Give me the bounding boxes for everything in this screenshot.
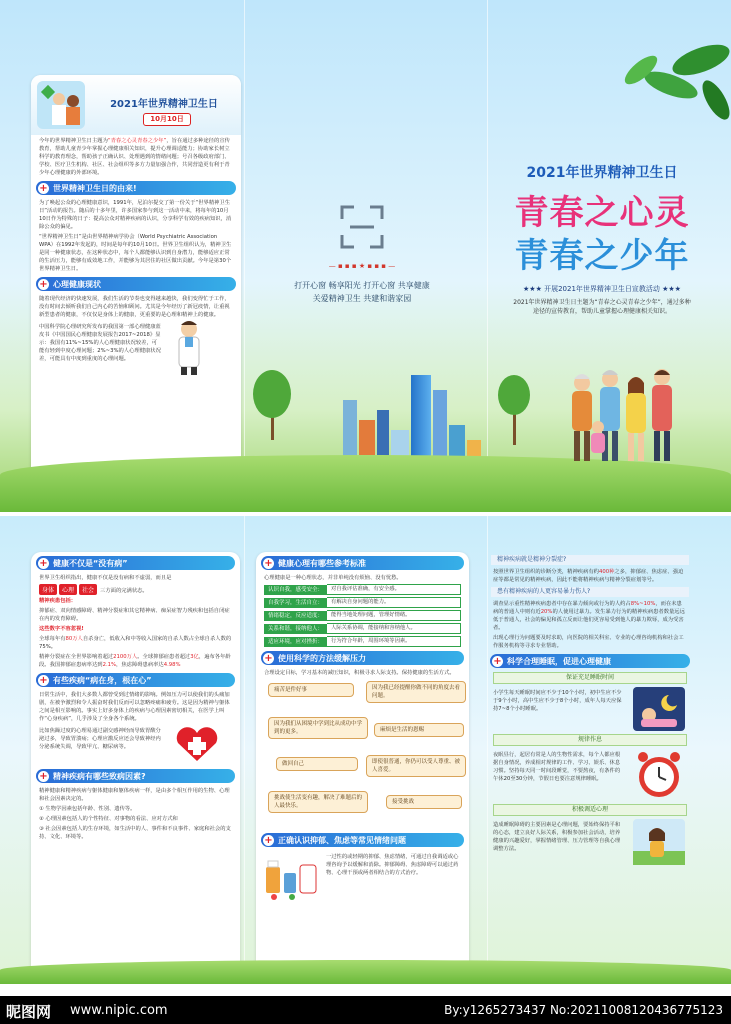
red-cross-icon: + <box>264 557 273 569</box>
emotions-paragraph: 一过性的或轻期的抑郁、焦虑情绪，可通过自我调适或心理咨询予以缓解和消除。抑郁障碍、焦虑障碍可以通过药物、心理干预或两者相结合的方式治疗。 <box>325 854 459 876</box>
health-dimensions <box>39 584 232 595</box>
standard-row: 自我学习，生活自立： 有解决自身问题的能力。 <box>264 597 461 608</box>
who-definition: 世界卫生组织指出，健康不仅是没有病和不虚弱，而且是 <box>39 575 172 581</box>
psychosomatic-row <box>31 725 240 765</box>
section-standards-header: + 健康心理有哪些参考标准 <box>261 556 464 570</box>
origin-paragraph-2: “世界精神卫生日”是由世界精神病学协会（World Psychiatric Association WPA）在1992年发起的，时间是每年的10月10日。世界卫生组织认为，精神卫生是同一种健康状态，在这种状态中，每个人都能够认识到自身潜力，能够适应正常的生活压力，能够有成效地工作，并能够为其居住的社区做出贡献。今年是第30个世界精神卫生日。 <box>39 234 232 272</box>
inner-middle-card <box>256 552 469 980</box>
status-paragraph-2: 中国科学院心理研究所发布的我国第一部心理健康蓝皮书《中国国民心理健康发展报告2017~2018》显示：我国有11%~15%的人心理健康状况较差，可能有轻到中度心理问题；2%~3%的人心理健康状况差，可能具有中度到重度的心理问题。 <box>39 324 161 362</box>
section-health-header: + 健康不仅是“没有病” <box>36 556 235 570</box>
tip-bubble: 麻烦是生活的恩赐 <box>374 723 464 737</box>
section-stress-header: + 使用科学的方法缓解压力 <box>261 651 464 665</box>
card-title: 2021年世界精神卫生日 <box>110 99 218 110</box>
cause-biological: ① 生物学因素包括年龄、性别、遗传等。 <box>39 806 136 812</box>
event-line: ★★★ 开展2021年世界精神卫生日宣教活动 ★★★ <box>523 285 681 293</box>
section-origin-header: + 世界精神卫生日的由来! <box>36 181 236 195</box>
myth-2-question: 患有精神疾病的人更容易暴力伤人? <box>491 587 689 597</box>
qr-code-placeholder[interactable] <box>340 205 384 249</box>
tag-mind: 心理 <box>59 584 77 595</box>
routine-heading: 规律作息 <box>493 734 687 746</box>
tip-bubble: 因为我已经提醒你做不同的角度去看问题。 <box>366 681 466 703</box>
watermark-bar <box>0 996 731 1024</box>
standard-row: 情绪稳定，反应适度： 能得当地处理问题，管理好情绪。 <box>264 610 461 621</box>
slogan-line-1: 打开心窗 畅享阳光 打开心窗 共享健康 <box>294 281 430 290</box>
tip-bubble: 痛苦是件好事 <box>268 683 354 697</box>
tip-bubble: 挑战使生活变有趣，解决了难题后的人最快乐。 <box>268 791 368 813</box>
theme-line-2: 青春之少年 <box>514 236 690 276</box>
myth-2-answer: 调查显示重性精神疾病患者中存在暴力倾向或行为的人约占8%~10%，而在未患病的普通人中则有近20%的人使用过暴力。发生暴力行为的精神疾病患者数量远远低于普通人，社会的偏见和孤立反而让他们更容易受到他人的暴力欺辱，成为受害者。 <box>493 601 685 631</box>
red-cross-icon: + <box>39 557 48 569</box>
psychosomatic-paragraph: 日常生活中，我们大多数人都曾受到过情绪的影响。例如压力可以使我们的头痛加剧，在被争激烈和令人振奋时我们反而可以忽略疼痛和疲劳。这是因为精神与躯体之间是相互影响的。事实上好多身体上的疾病与心理因素密切相关，在医学上叫作“心身疾病”，几乎涉及了全身各个系统。 <box>39 692 230 722</box>
cover-info-card <box>31 75 241 477</box>
relaxing-girl-icon <box>633 819 685 865</box>
fold-line <box>244 0 245 512</box>
site-url[interactable]: www.nipic.com <box>70 1003 168 1018</box>
slogan-line-2: 关爱精神卫生 共建和谐家园 <box>312 294 412 303</box>
red-cross-icon: + <box>264 834 273 846</box>
sleep-time-heading: 保证充足睡眠时间 <box>493 672 687 684</box>
inner-spread <box>0 516 731 984</box>
seek-help-paragraph: 出现心理行为问题要及时求助，向医院的相关科室、专业的心理咨询机构和社会工作服务机构等寻求专业帮助。 <box>493 635 684 649</box>
routine-paragraph: 夜眠昼行，起居有常是人的生物性需求，每个人都应根据自身情况，养成相对规律的工作、学习、娱乐、休息习惯。坚持每天同一时间段睡觉，不要熬夜，有条件的午休20至30分钟，节假日也要注意规律睡眠。 <box>493 752 621 782</box>
family-illustration <box>560 365 690 465</box>
sleeping-child-icon <box>633 687 685 731</box>
emotions-row <box>256 851 469 901</box>
red-cross-icon: + <box>39 278 48 290</box>
intro-paragraph: 今年的世界精神卫生日主题为“青春之心灵青春之少年”，旨在通过多种途径的宣传教育，帮助儿童青少年掌握心理健康相关知识，提升心理调适能力；协助家长树立科学的教育理念，帮助孩子正确认识、处理遇到的情绪问题；号召各级政府部门、学校、医疗卫生机构、社区、社会组织等多方力量加强合作，共同营造更有利于青少年心理健康的外部环境。 <box>39 138 230 176</box>
star-divider-icon: — ▪ ▪ ▪ ★ ▪ ▪ ▪ — <box>328 262 396 270</box>
routine-row <box>485 749 695 801</box>
disease-stats: 精神分裂症在全世界影响着超过2100万人。全球抑郁症患者超过3亿，遍布各年龄段。我国抑郁症患病率达到2.1%，焦虑障碍患病率达4.98% <box>39 654 231 668</box>
red-cross-icon: + <box>264 652 273 664</box>
disorders-list: 抑郁症、双向情感障碍、精神分裂症和其它精神病、痴呆症智力残疾和包括自闭症在内的发育障碍。 <box>39 608 230 622</box>
standards-intro: 心理健康是一种心理状态，并非单纯没有烦恼、没有忧愁。 <box>264 575 402 581</box>
adjust-row <box>485 819 695 865</box>
origin-paragraph-1: 为了唤起公众的心理健康意识，1991年，尼泊尔提交了第一份关于“世界精神卫生日”活动的报告。随后的十多年里，许多国家参与到这一活动中来，将每年的10月10日作为特殊的日子：提高公众对精神疾病的认识，分享科学有效的疾病知识，消除公众的偏见。 <box>39 200 232 230</box>
stomach-example: 比如焦躁过度的心理易通过副交感神经而导致胃酸分泌过多，导致胃溃疡；心理应激反应还会导致神经内分泌系统失调，导致甲亢、糖尿病等。 <box>39 728 161 750</box>
inner-right-panel <box>485 552 695 980</box>
red-cross-icon: + <box>39 674 48 686</box>
tip-bubble: 因为我们从困境中学到比从成功中学到的更多。 <box>268 717 368 739</box>
doctor-illustration <box>37 81 85 129</box>
status-row <box>31 321 241 377</box>
image-info: By:y1265273437 No:20211008120436775123 <box>444 1003 723 1017</box>
medicine-icon <box>262 851 318 901</box>
heart-medical-icon <box>172 725 222 765</box>
numbers-subheading: 这些数字不容忽视! <box>39 626 84 632</box>
standard-row: 认识自我，感受安全： 对自我评估准确，有安全感。 <box>264 584 461 595</box>
tip-bubble: 做回自己 <box>276 757 358 771</box>
section-causes-header: + 精神疾病有哪些致病因素? <box>36 769 235 783</box>
suicide-stat: 全球每年有80万人自杀身亡，低收入和中等收入国家的自杀人数占全球自杀人数的75%。 <box>39 636 232 650</box>
myth-1-answer: 按照世界卫生组织的诊断分类，精神疾病有约400种之多，抑郁症、焦虑症、强迫症等都是常见的精神疾病，因此不能将精神疾病与精神分裂症划等号。 <box>493 569 684 583</box>
sleep-time-row <box>485 687 695 731</box>
grass-bottom <box>0 960 731 984</box>
fold-line <box>487 0 488 512</box>
section-psychosomatic-header: + 有些疾病“病在身，根在心” <box>36 673 235 687</box>
stress-intro: 合理设定目标，学习基本的减压知识，积极寻求人际支持。保持健康的生活方式。 <box>264 670 455 676</box>
theme-line-1: 青春之心灵 <box>514 193 690 233</box>
status-paragraph-1: 随着现代经济的快速发展，我们生活的节奏也变得越来越快，我们变得忙于工作，没有时间去倾听我们自己内心的苦恼和顾问。尤其是今年经历了新冠疫情，让重视新型患者的健康，不仅仅是身体上的健康，更重要的是心理和精神上的健康。 <box>39 296 230 318</box>
card-header <box>31 75 241 135</box>
standard-row: 关系和谐，接纳他人： 人际关系协调，能接纳和容纳他人。 <box>264 623 461 634</box>
doctor-icon <box>169 317 209 377</box>
fold-line <box>244 516 245 984</box>
alarm-clock-icon <box>633 749 685 801</box>
sleep-time-paragraph: 小学生每天睡眠时间应不少于10个小时，初中生应不少于9个小时，高中生应不少于8个小时，成年人每天应保持7~8个小时睡眠。 <box>493 690 622 712</box>
year-title: 2021年世界精神卫生日 <box>526 165 678 181</box>
inner-left-card <box>31 552 240 980</box>
tip-bubble: 接受挑战 <box>386 795 462 809</box>
cause-psychological: ② 心理因素包括人的个性特征、对事物的看法、应对方式和 <box>39 816 178 822</box>
leaves-decoration <box>601 40 731 130</box>
standard-row: 适应环境，应对挫折： 行为符合年龄，周围环境等因素。 <box>264 636 461 647</box>
red-cross-icon: + <box>39 770 48 782</box>
tips-bubbles <box>256 679 469 829</box>
adjust-heading: 积极调适心理 <box>493 804 687 816</box>
front-description: 2021年世界精神卫生日主题为“青春之心灵青春之少年”，通过多种途径的宣传教育，帮助儿童掌握心理健康相关知识。 <box>513 299 691 315</box>
disorders-subheading: 精神疾患包括： <box>39 598 77 604</box>
tag-body: 身体 <box>39 584 57 595</box>
myth-1-question: 精神疾病就是精神分裂症? <box>491 555 689 565</box>
site-logo: 昵图网 <box>6 1003 52 1021</box>
cause-social: ③ 社会因素包括人的生存环境，如生活中的人、事件和不良事件、家庭和社会的支持、文化、环境等。 <box>39 826 231 840</box>
red-cross-icon: + <box>493 655 502 667</box>
health-dimensions-suffix: 三方面的完满状态。 <box>100 587 148 594</box>
section-sleep-header: + 科学合理睡眠，促进心理健康 <box>490 654 690 668</box>
tip-bubble: 即使很普通，你仍可以受人尊重、被人喜爱。 <box>366 755 466 777</box>
causes-intro: 精神健康和精神疾病与躯体健康和躯体疾病一样，是由多个相互作用的生物、心理和社会因素决定的。 <box>39 788 230 802</box>
date-badge: 10月10日 <box>143 113 191 126</box>
section-status-header: + 心理健康现状 <box>36 277 236 291</box>
red-cross-icon: + <box>39 182 48 194</box>
tag-society: 社会 <box>79 584 97 595</box>
section-emotions-header: + 正确认识抑郁、焦虑等常见情绪问题 <box>261 833 464 847</box>
adjust-paragraph: 造成睡眠障碍的主要因素是心理问题，要始终保持平和的心态，建立良好人际关系，积极参加社会活动，培养健康的兴趣爱好，掌握情绪管理、压力管理等自我心理调整方法。 <box>493 822 621 852</box>
